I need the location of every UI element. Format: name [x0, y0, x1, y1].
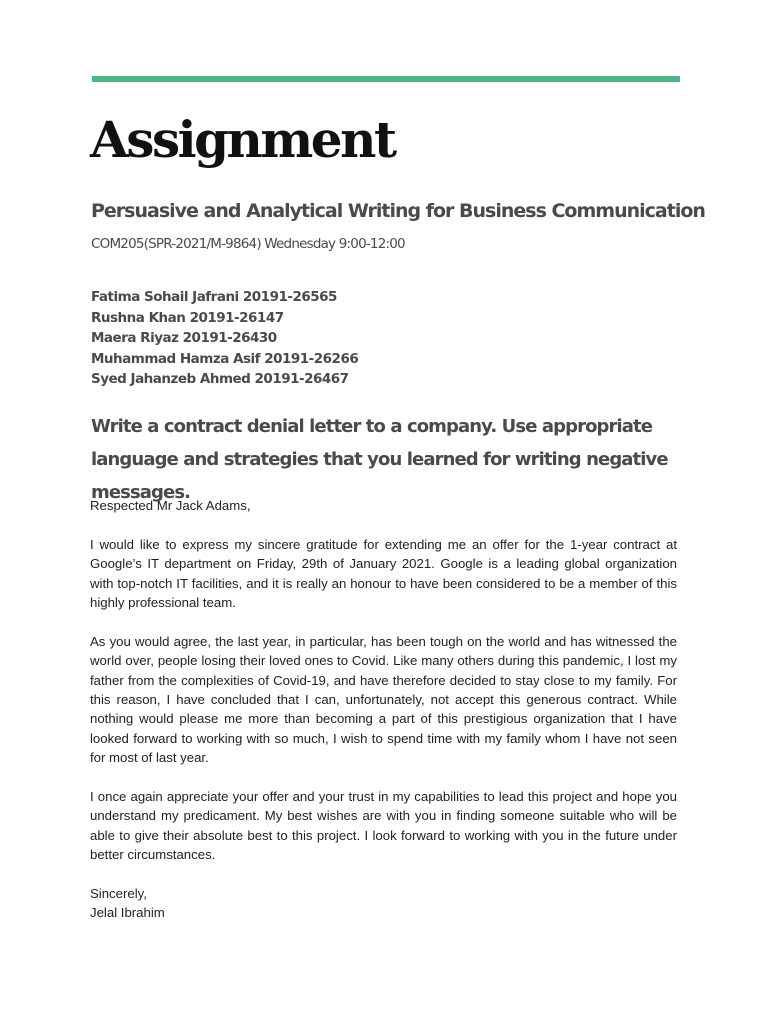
letter-body [90, 496, 677, 942]
letter-paragraph: I would like to express my sincere gratitude for extending me an offer for the 1-year contract at Google’s IT department on Friday, 29th of January 2021. Google is a leading global organization with top-notch IT facilities, and it is really an honour to have been considered to be a member of this highly professional team. [90, 536, 677, 611]
group-member: Muhammad Hamza Asif 20191-26266 [91, 350, 359, 367]
group-members-list [91, 287, 358, 390]
course-info: COM205(SPR-2021/M-9864) Wednesday 9:00-12:00 [91, 236, 405, 252]
document-title: Assignment [90, 110, 395, 169]
group-member: Syed Jahanzeb Ahmed 20191-26467 [91, 371, 349, 388]
letter-paragraph: As you would agree, the last year, in particular, has been tough on the world and has witnessed the world over, people losing their loved ones to Covid. Like many others during this pandemic, I lost my father from the complexities of Covid-19, and have therefore decided to stay close to my family. For this reason, I have concluded that I can, unfortunately, not accept this generous contract. While nothing would please me more than becoming a part of this prestigious organization that I have looked forward to working with so much, I wish to spend time with my family whom I have not seen for most of last year. [90, 633, 677, 766]
document-subtitle: Persuasive and Analytical Writing for Business Communication [91, 200, 705, 222]
letter-closing: Sincerely, [90, 886, 147, 902]
top-accent-rule [92, 76, 680, 82]
group-member: Fatima Sohail Jafrani 20191-26565 [91, 289, 337, 305]
group-member: Rushna Khan 20191-26147 [91, 309, 284, 326]
letter-salutation: Respected Mr Jack Adams, [90, 498, 251, 513]
assignment-prompt: Write a contract denial letter to a company. Use appropriate language and strategies that you learned for writing negative messages. [91, 416, 668, 503]
group-member: Maera Riyaz 20191-26430 [91, 330, 277, 347]
letter-signature: Jelal Ibrahim [90, 905, 165, 921]
letter-paragraph: I once again appreciate your offer and your trust in my capabilities to lead this project and hope you understand my predicament. My best wishes are with you in finding someone suitable who will be able to give their absolute best to this project. I look forward to working with you in the future under better circumstances. [90, 789, 677, 863]
